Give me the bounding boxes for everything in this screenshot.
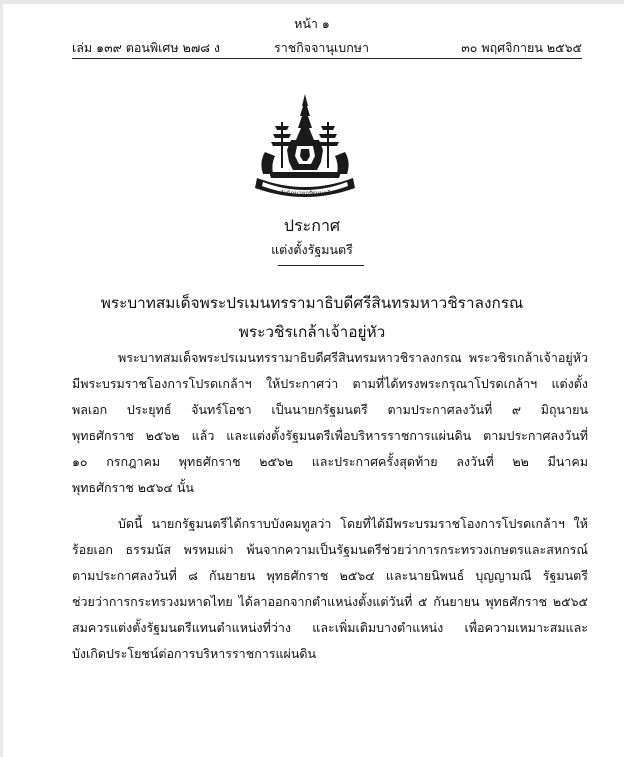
paragraph-2-line: บังเกิดประโยชน์ต่อการบริหารราชการแผ่นดิน <box>72 646 317 661</box>
document-subtitle: แต่งตั้งรัฐมนตรี <box>271 242 353 257</box>
royal-emblem-icon <box>251 92 359 208</box>
paragraph-1-line: พระบาทสมเด็จพระปรเมนทรรามาธิบดีศรีสินทรมหาวชิราลงกรณ พระวชิรเกล้าเจ้าอยู่หัว <box>118 350 588 365</box>
page-edge-top <box>0 0 624 4</box>
title-rule <box>278 265 364 266</box>
gazette-name: ราชกิจจานุเบกษา <box>274 40 370 55</box>
royal-name-heading-line2: พระวชิรเกล้าเจ้าอยู่หัว <box>238 323 386 341</box>
paragraph-1-line: ๑๐ กรกฎาคม พุทธศักราช ๒๕๖๒ และประกาศครั้งสุดท้าย ลงวันที่ ๒๒ มีนาคม <box>72 454 588 469</box>
header-rule <box>72 58 582 59</box>
emblem-ribbon-text <box>279 189 331 197</box>
paragraph-1-line: พลเอก ประยุทธ์ จันทร์โอชา เป็นนายกรัฐมนตรี ตามประกาศลงวันที่ ๙ มิถุนายน <box>72 402 588 417</box>
volume-info: เล่ม ๑๓๙ ตอนพิเศษ ๒๗๘ ง <box>72 40 220 55</box>
gazette-header <box>72 38 582 56</box>
page-number: หน้า ๑ <box>294 16 330 31</box>
paragraph-1-line: มีพระบรมราชโองการโปรดเกล้าฯ ให้ประกาศว่า ตามที่ได้ทรงพระกรุณาโปรดเกล้าฯ แต่งตั้ง <box>72 376 588 391</box>
paragraph-1-line: พุทธศักราช ๒๕๖๔ นั้น <box>72 480 194 495</box>
paragraph-2-line: สมควรแต่งตั้งรัฐมนตรีแทนตำแหน่งที่ว่าง และเพิ่มเติมบางตำแหน่ง เพื่อความเหมาะสมและ <box>72 620 588 635</box>
paragraph-1-line: พุทธศักราช ๒๕๖๒ แล้ว และแต่งตั้งรัฐมนตรีเพื่อบริหารราชการแผ่นดิน ตามประกาศลงวันที่ <box>72 428 588 443</box>
paragraph-2-line: ช่วยว่าการกระทรวงมหาดไทย ได้ลาออกจากตำแหน่งตั้งแต่วันที่ ๕ กันยายน พุทธศักราช ๒๕๖๕ <box>72 594 588 609</box>
royal-name-heading: พระบาทสมเด็จพระปรเมนทรรามาธิบดีศรีสินทรมหาวชิราลงกรณ <box>100 294 524 312</box>
svg-text:สำนักนายกรัฐมนตรี: สำนักนายกรัฐมนตรี <box>279 190 331 197</box>
document-title: ประกาศ <box>283 216 341 235</box>
issue-date: ๓๐ พฤศจิกายน ๒๕๖๕ <box>461 40 582 55</box>
paragraph-2-line: ร้อยเอก ธรรมนัส พรหมเผ่า พ้นจากความเป็นรัฐมนตรีช่วยว่าการกระทรวงเกษตรและสหกรณ์ <box>72 542 588 557</box>
paragraph-2-line: บัดนี้ นายกรัฐมนตรีได้กราบบังคมทูลว่า โดยที่ได้มีพระบรมราชโองการโปรดเกล้าฯ ให้ <box>118 516 588 531</box>
page-edge-left <box>0 0 3 757</box>
paragraph-2-line: ตามประกาศลงวันที่ ๘ กันยายน พุทธศักราช ๒๕๖๔ และนายนิพนธ์ บุญญามณี รัฐมนตรี <box>72 568 588 583</box>
